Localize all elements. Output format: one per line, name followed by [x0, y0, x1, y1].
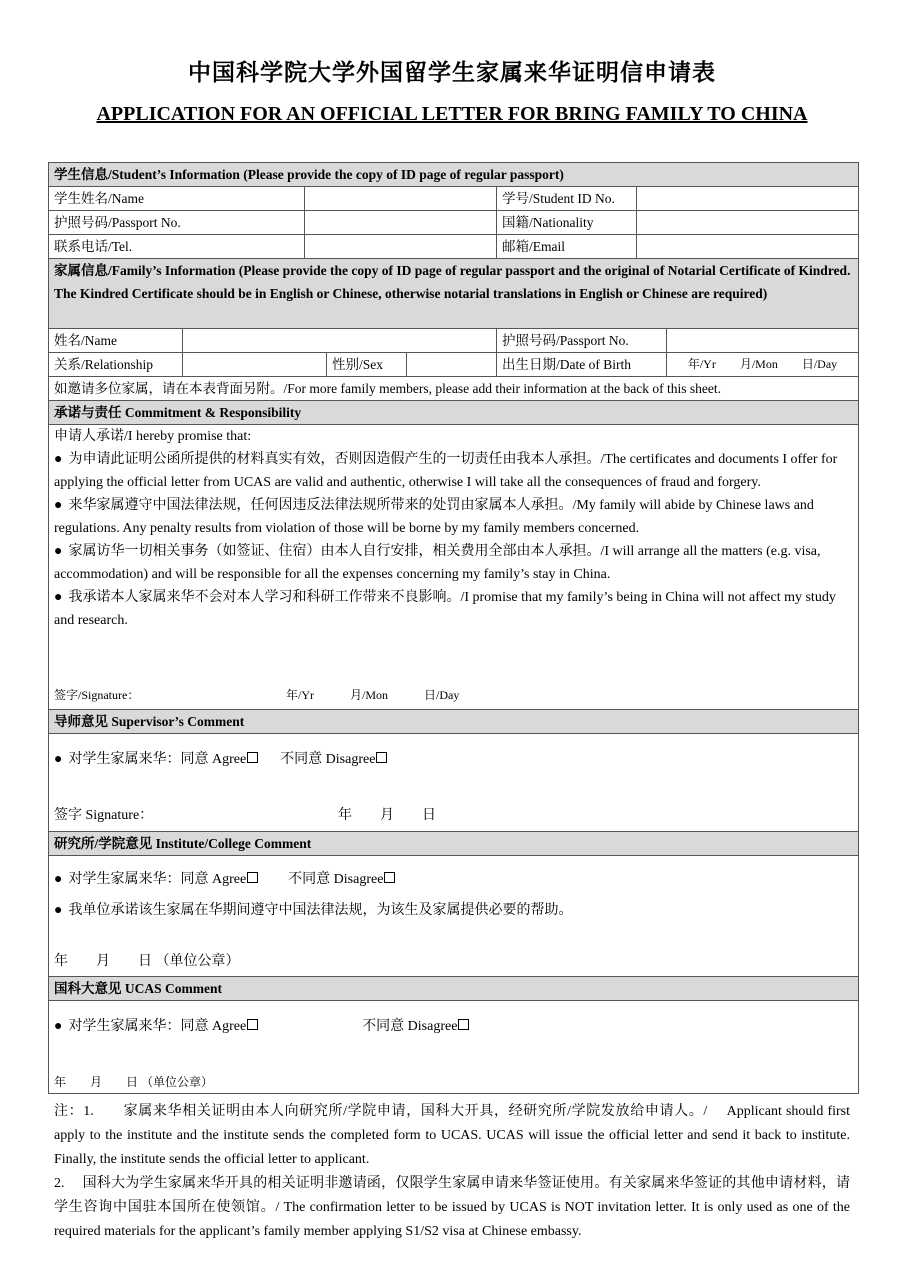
commitment-item: ● 来华家属遵守中国法律法规，任何因违反法律法规所带来的处罚由家属本人承担。/My family will abide by Chinese laws and regulations. Any penalty results from violation of those will be borne by my family members concerned.	[54, 498, 814, 536]
family-sex-field[interactable]	[407, 353, 497, 377]
supervisor-agree-checkbox[interactable]	[247, 752, 258, 763]
family-info-header: 家属信息/Family’s Information (Please provide the copy of ID page of regular passport and the original of Notarial Certificate of Kindred. The Kindred Certificate should be in English or Chinese, otherwise notarial translations in English or Chinese are required)	[49, 259, 859, 329]
family-name-field[interactable]	[183, 329, 497, 353]
student-id-label: 学号/Student ID No.	[497, 187, 637, 211]
student-id-field[interactable]	[637, 187, 859, 211]
student-name-label: 学生姓名/Name	[49, 187, 305, 211]
family-sex-label: 性别/Sex	[327, 353, 407, 377]
family-relationship-label: 关系/Relationship	[49, 353, 183, 377]
ucas-body	[49, 1001, 859, 1094]
commitment-intro: 申请人承诺/I hereby promise that:	[54, 429, 252, 444]
family-passport-label: 护照号码/Passport No.	[497, 329, 667, 353]
more-family-note: 如邀请多位家属，请在本表背面另附。/For more family members, please add their information at the back of this sheet.	[49, 377, 859, 401]
institute-date-stamp: 年 月 日 （单位公章）	[54, 954, 240, 969]
institute-agree-checkbox[interactable]	[247, 872, 258, 883]
family-dob-field[interactable]: 年/Yr 月/Mon 日/Day	[667, 353, 859, 377]
commitment-signature-label: 签字/Signature：	[54, 688, 140, 702]
student-name-field[interactable]	[305, 187, 497, 211]
student-passport-field[interactable]	[305, 211, 497, 235]
student-email-field[interactable]	[637, 235, 859, 259]
supervisor-opinion: ● 对学生家属来华：同意 Agree 不同意 Disagree	[54, 748, 387, 771]
family-relationship-field[interactable]	[183, 353, 327, 377]
ucas-disagree-checkbox[interactable]	[458, 1019, 469, 1030]
student-email-label: 邮箱/Email	[497, 235, 637, 259]
supervisor-signature-label: 签字 Signature：	[54, 808, 154, 823]
application-form-table	[48, 162, 859, 1094]
institute-header: 研究所/学院意见 Institute/College Comment	[49, 832, 859, 856]
note-1: 注：1. 家属来华相关证明由本人向研究所/学院申请，国科大开具，经研究所/学院发放给申请人。/ Applicant should first apply to the institute and the institute sends the completed form to UCAS. UCAS will issue the official letter and send it back to institute. Finally, the institute sends the official letter to applicant.	[54, 1104, 850, 1167]
ucas-agree-checkbox[interactable]	[247, 1019, 258, 1030]
institute-opinion: ● 对学生家属来华：同意 Agree 不同意 Disagree	[54, 868, 395, 891]
commitment-item: ● 家属访华一切相关事务（如签证、住宿）由本人自行安排，相关费用全部由本人承担。/I will arrange all the matters (e.g. visa, accommodation) and will be responsible for all the expenses concerning my family’s stay in China.	[54, 544, 821, 582]
student-tel-field[interactable]	[305, 235, 497, 259]
commitment-body	[49, 425, 859, 710]
note-2: 2. 国科大为学生家属来华开具的相关证明非邀请函，仅限学生家属申请来华签证使用。有关家属来华签证的其他申请材料，请学生咨询中国驻本国所在使领馆。/ The confirmation letter to be issued by UCAS is NOT invitation letter. It is only used as one of the required materials for the applicant’s family member applying S1/S2 visa at Chinese embassy.	[54, 1176, 850, 1239]
commitment-header: 承诺与责任 Commitment & Responsibility	[49, 401, 859, 425]
ucas-opinion: ● 对学生家属来华：同意 Agree 不同意 Disagree	[54, 1015, 469, 1038]
notes-section	[54, 1100, 850, 1244]
student-info-header: 学生信息/Student’s Information (Please provide the copy of ID page of regular passport)	[49, 163, 859, 187]
student-passport-label: 护照号码/Passport No.	[49, 211, 305, 235]
supervisor-disagree-checkbox[interactable]	[376, 752, 387, 763]
institute-disagree-checkbox[interactable]	[384, 872, 395, 883]
family-dob-label: 出生日期/Date of Birth	[497, 353, 667, 377]
family-name-label: 姓名/Name	[49, 329, 183, 353]
ucas-header: 国科大意见 UCAS Comment	[49, 977, 859, 1001]
form-title-english: APPLICATION FOR AN OFFICIAL LETTER FOR BRING FAMILY TO CHINA	[96, 103, 808, 125]
form-title-chinese: 中国科学院大学外国留学生家属来华证明信申请表	[188, 60, 716, 86]
supervisor-date: 年 月 日	[338, 808, 436, 823]
family-passport-field[interactable]	[667, 329, 859, 353]
supervisor-header: 导师意见 Supervisor’s Comment	[49, 710, 859, 734]
student-tel-label: 联系电话/Tel.	[49, 235, 305, 259]
commitment-date: 年/Yr 月/Mon 日/Day	[286, 688, 460, 702]
institute-promise: ● 我单位承诺该生家属在华期间遵守中国法律法规，为该生及家属提供必要的帮助。	[54, 903, 573, 918]
institute-body	[49, 856, 859, 977]
commitment-item: ● 为申请此证明公函所提供的材料真实有效，否则因造假产生的一切责任由我本人承担。/The certificates and documents I offer for applying the official letter from UCAS are valid and authentic, otherwise I will take all the consequences of fraud and forgery.	[54, 452, 838, 490]
ucas-date-stamp: 年 月 日 （单位公章）	[54, 1075, 214, 1089]
student-nationality-field[interactable]	[637, 211, 859, 235]
student-nationality-label: 国籍/Nationality	[497, 211, 637, 235]
commitment-item: ● 我承诺本人家属来华不会对本人学习和科研工作带来不良影响。/I promise that my family’s being in China will not affect my study and research.	[54, 590, 836, 628]
supervisor-body	[49, 734, 859, 832]
